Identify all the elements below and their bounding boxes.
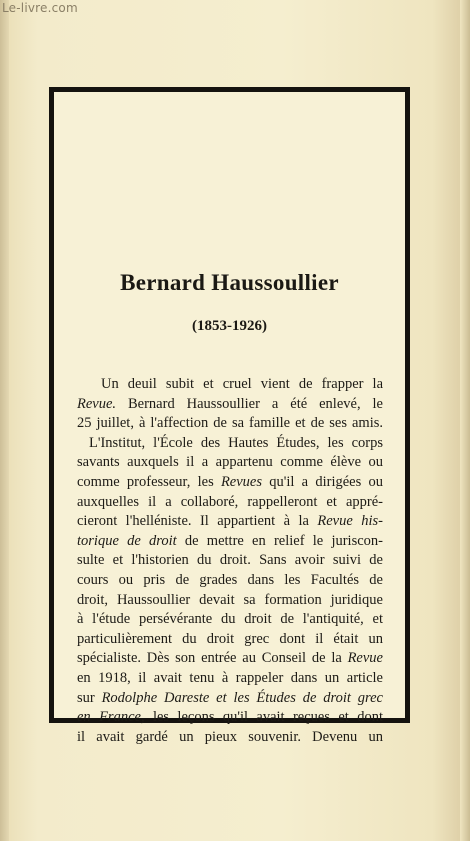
text-line: comme professeur, les Revues qu'il a dirigées ou — [77, 473, 383, 490]
text-line: cours ou pris de grades dans les Facultés de — [77, 571, 383, 588]
text-line: Revue. Bernard Haussoullier a été enlevé, le — [77, 395, 383, 412]
text-line: à l'étude persévérante du droit de l'antiquité, et — [77, 611, 383, 628]
text-line: L'Institut, l'École des Hautes Études, les corps — [89, 434, 383, 451]
text-line: torique de droit de mettre en relief le juriscon- — [77, 532, 383, 549]
obituary-title: Bernard Haussoullier — [120, 270, 339, 295]
text-line: auxquelles il a collaboré, rappelleront et appré- — [77, 493, 383, 510]
text-line: spécialiste. Dès son entrée au Conseil de la Revue — [77, 650, 383, 667]
text-line: particulièrement du droit grec dont il était un — [77, 630, 383, 647]
watermark: Le-livre.com — [2, 1, 78, 15]
mourning-border-frame — [49, 87, 410, 745]
text-line: savants auxquels il a appartenu comme élève ou — [77, 454, 383, 471]
text-line: il avait gardé un pieux souvenir. Devenu un — [77, 728, 383, 745]
page-binding-edge — [0, 0, 9, 841]
text-line: sulte et l'historien du droit. Sans avoir suivi de — [77, 552, 383, 569]
text-line: sur Rodolphe Dareste et les Études de droit grec — [77, 689, 383, 706]
obituary-body — [77, 375, 383, 747]
text-line: 25 juillet, à l'affection de sa famille et de ses amis. — [77, 415, 383, 432]
text-line: Un deuil subit et cruel vient de frapper la — [101, 376, 383, 392]
text-line: en 1918, il avait tenu à rappeler dans un article — [77, 669, 383, 686]
text-line: droit, Haussoullier devait sa formation juridique — [77, 591, 383, 608]
obituary-dates: (1853-1926) — [192, 318, 267, 334]
text-line: en France, les leçons qu'il avait reçues et dont — [77, 709, 383, 726]
text-line: cieront l'helléniste. Il appartient à la Revue his- — [77, 513, 383, 530]
page-right-edge — [460, 0, 470, 841]
